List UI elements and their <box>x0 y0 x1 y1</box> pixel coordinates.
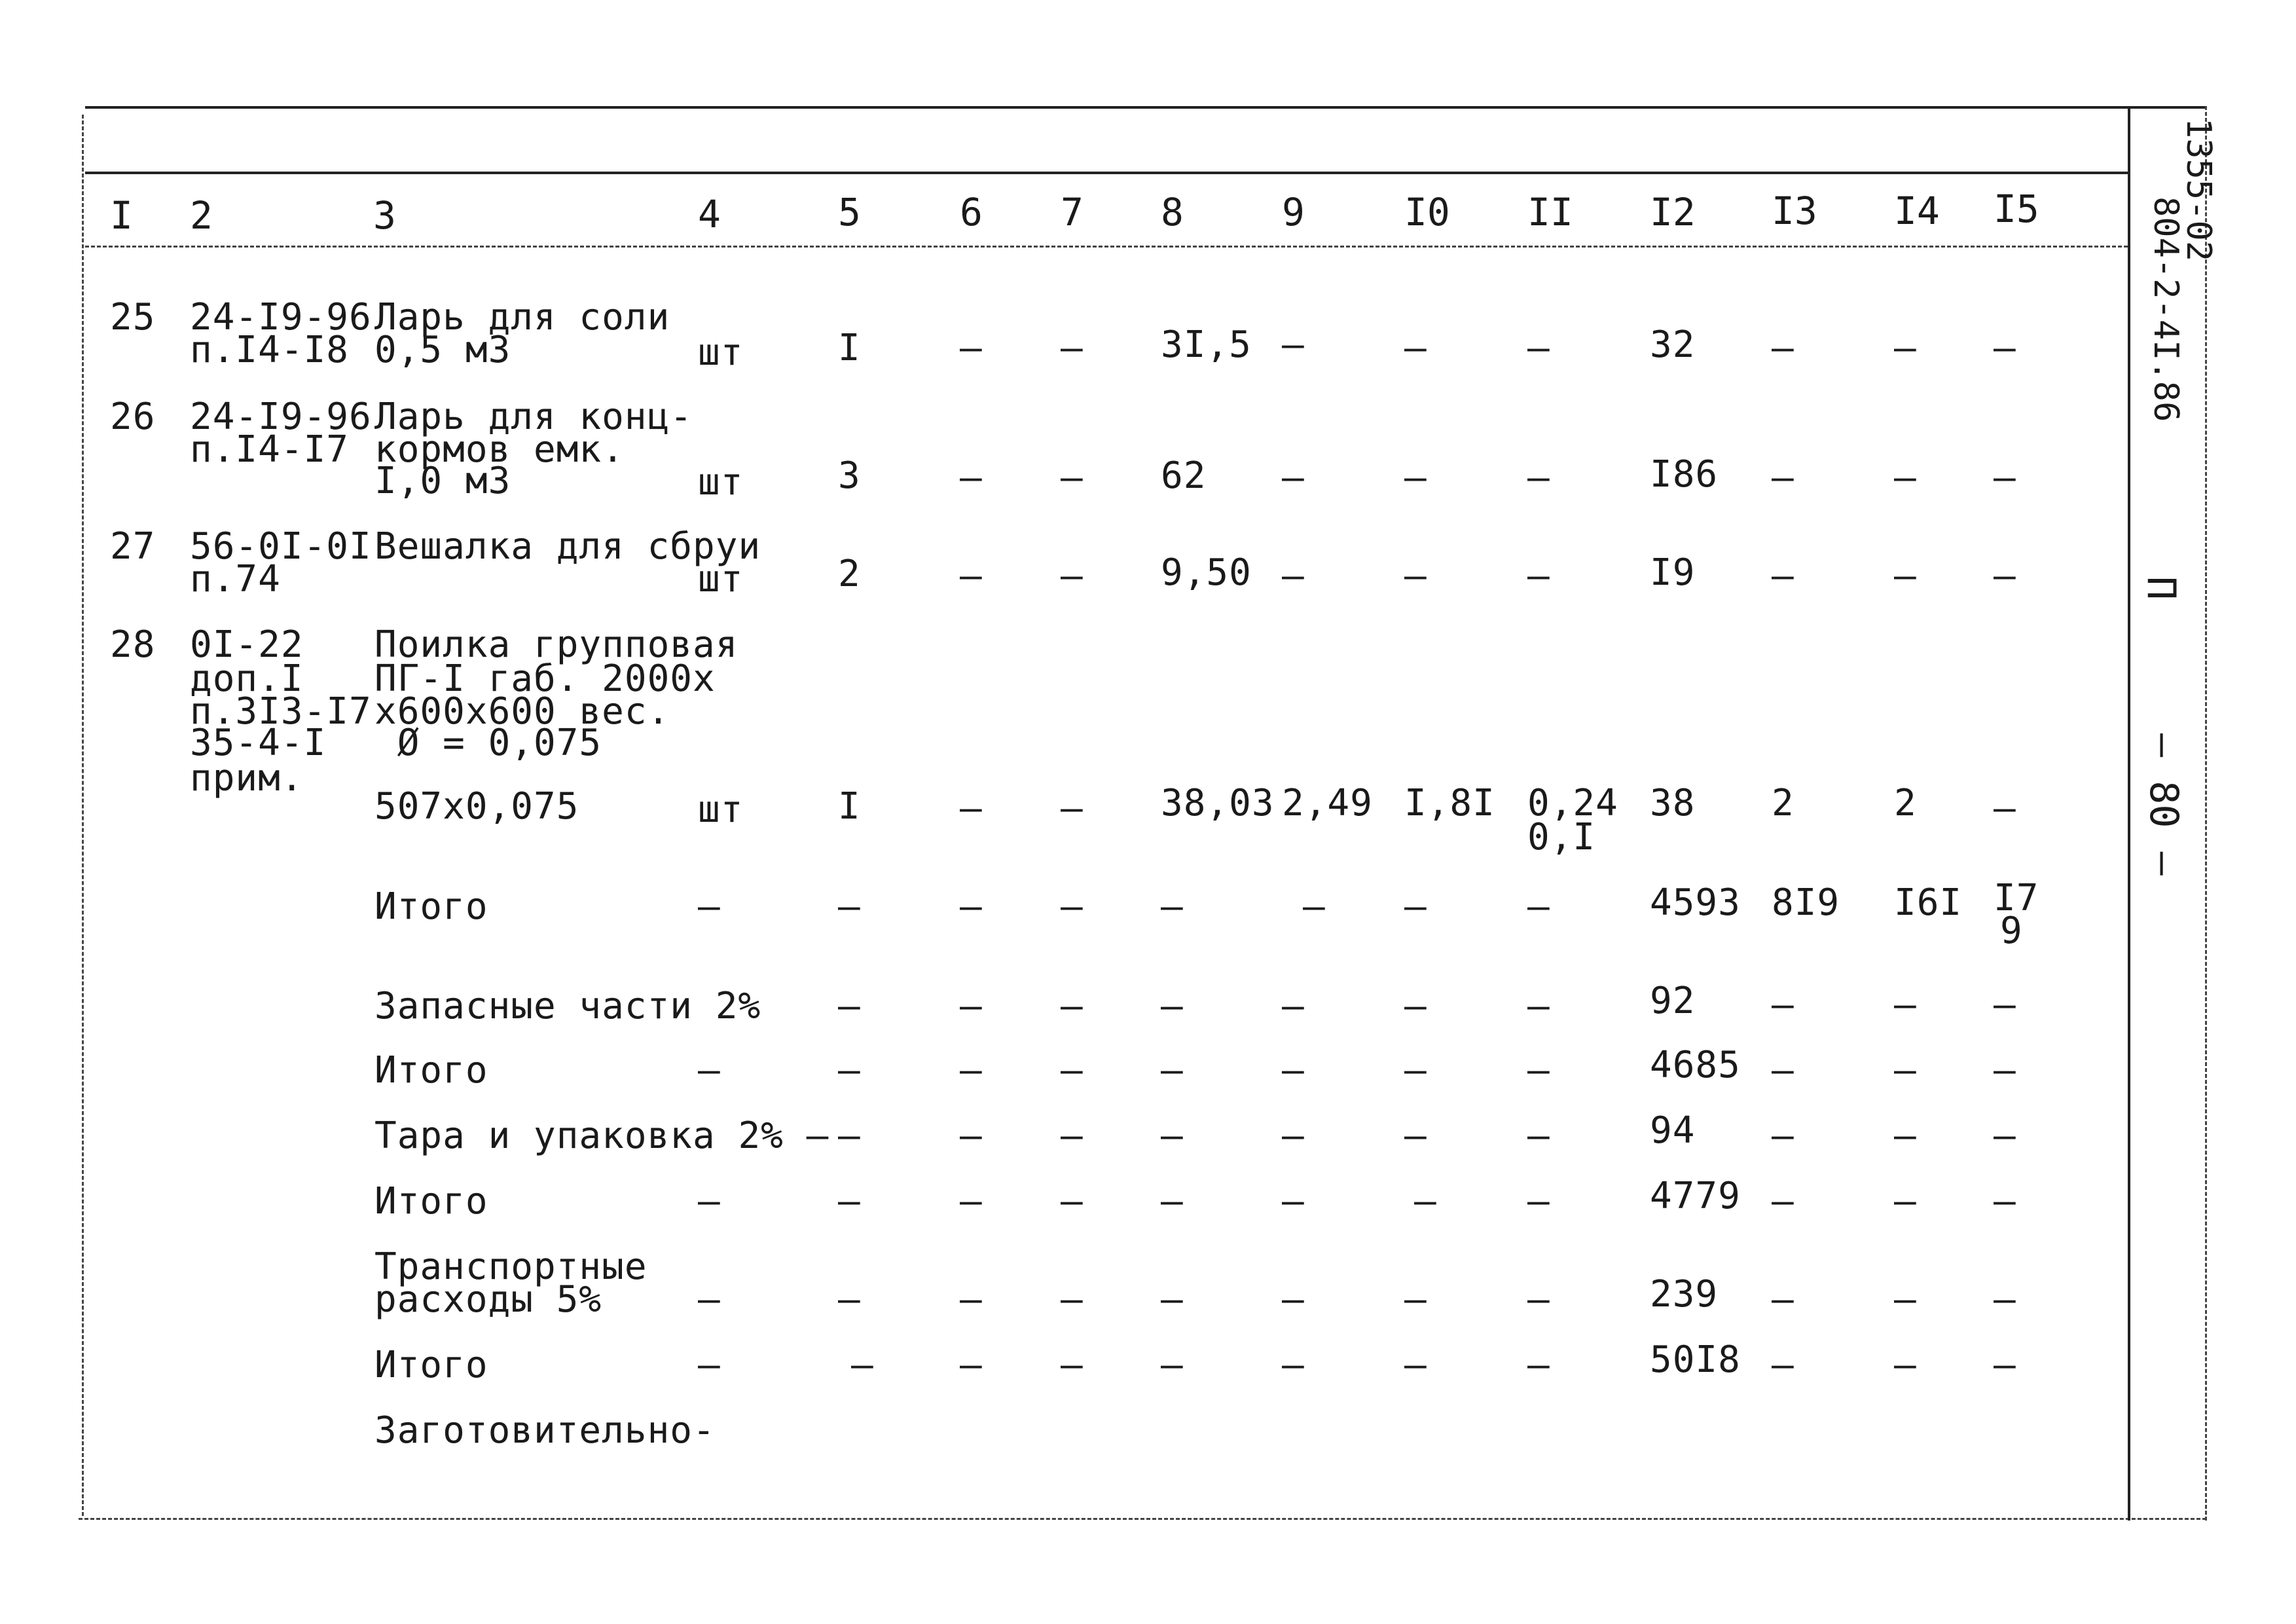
row-26-c8: 62 <box>1161 454 1207 497</box>
stamp-sheet-letter: П <box>2138 576 2184 600</box>
summary-7-c14: – <box>1894 1344 1917 1386</box>
stamp-page-number: — 80 — <box>2141 733 2187 876</box>
row-28-c15: – <box>1994 787 2016 830</box>
summary-6-c4: – <box>698 1278 721 1321</box>
summary-5-c7: – <box>1061 1180 1084 1223</box>
summary-3-c6: – <box>960 1049 983 1092</box>
table-bottom-border <box>79 1518 2206 1520</box>
row-27-code-line2: п.74 <box>190 558 281 600</box>
summary-6-c6: – <box>960 1278 983 1321</box>
row-25-c10: – <box>1404 327 1427 369</box>
row-28-number: 28 <box>110 623 156 666</box>
summary-4-c7: – <box>1061 1115 1084 1157</box>
summary-5-c8: – <box>1161 1180 1184 1223</box>
row-25-c7: – <box>1061 327 1084 369</box>
row-25-c6: – <box>960 327 983 369</box>
summary-5-c10: – <box>1414 1180 1437 1223</box>
row-25-c15: – <box>1994 327 2016 369</box>
summary-7-c15: – <box>1994 1344 2016 1386</box>
summary-4-c11: – <box>1527 1115 1550 1157</box>
summary-5-c6: – <box>960 1180 983 1223</box>
table-top-border <box>85 106 2206 109</box>
header-top-rule <box>85 172 2128 174</box>
row-25-c8: 3I,5 <box>1161 323 1252 366</box>
column-header-13: I3 <box>1772 189 1817 233</box>
row-26-c13: – <box>1772 456 1795 499</box>
summary-4-c13: – <box>1772 1115 1795 1157</box>
header-bottom-rule <box>85 246 2128 248</box>
row-28-code-line2: доп.I <box>190 657 304 700</box>
row-26-c11: – <box>1527 456 1550 499</box>
summary-1-c12: 4593 <box>1650 881 1741 924</box>
row-26-c12: I86 <box>1650 453 1719 496</box>
summary-5-c4: – <box>698 1180 721 1223</box>
row-28-code-line3: п.3I3-I7 <box>190 690 372 733</box>
summary-1-c5: – <box>838 885 861 928</box>
row-27-c10: – <box>1404 555 1427 597</box>
summary-3-c7: – <box>1061 1049 1084 1092</box>
summary-6-label-line1: Транспортные <box>374 1246 647 1288</box>
row-28-name-line3: х600х600 вес. <box>374 690 670 733</box>
row-28-name-line1: Поилка групповая <box>374 623 738 666</box>
summary-4-c6: – <box>960 1115 983 1157</box>
summary-7-label: Итого <box>374 1344 488 1386</box>
row-26-c6: – <box>960 456 983 499</box>
column-header-8: 8 <box>1161 190 1184 234</box>
row-28-name-line2: ПГ-I габ. 2000х <box>374 657 716 700</box>
row-28-c7: – <box>1061 787 1084 830</box>
summary-2-c14: – <box>1894 984 1917 1026</box>
row-26-c10: – <box>1404 456 1427 499</box>
row-27-unit: шт <box>698 558 744 600</box>
summary-2-c12: 92 <box>1650 980 1696 1022</box>
row-26-c7: – <box>1061 456 1084 499</box>
row-27-name-line1: Вешалка для сбруи <box>374 525 761 568</box>
row-25-name-line1: Ларь для соли <box>374 296 670 339</box>
summary-6-c8: – <box>1161 1278 1184 1321</box>
row-27-c12: I9 <box>1650 551 1696 594</box>
summary-6-c11: – <box>1527 1278 1550 1321</box>
summary-7-c12: 50I8 <box>1650 1338 1741 1381</box>
stamp-project-code: 804-2-4I.86 <box>2146 196 2185 422</box>
summary-1-c6: – <box>960 885 983 928</box>
row-28-qty: I <box>838 785 861 828</box>
column-header-2: 2 <box>190 193 213 238</box>
summary-6-c13: – <box>1772 1278 1795 1321</box>
summary-5-c15: – <box>1994 1180 2016 1223</box>
summary-4-c10: – <box>1404 1115 1427 1157</box>
summary-3-c4: – <box>698 1049 721 1092</box>
summary-2-c11: – <box>1527 985 1550 1027</box>
row-27-c8: 9,50 <box>1161 551 1252 594</box>
summary-1-c15: I7 <box>1994 877 2039 919</box>
summary-2-c8: – <box>1161 985 1184 1027</box>
row-25-c11: – <box>1527 327 1550 369</box>
row-26-c15: – <box>1994 456 2016 499</box>
summary-4-c5: – <box>838 1115 861 1157</box>
row-28-code-line1: 0I-22 <box>190 623 304 666</box>
row-28-c13: 2 <box>1772 782 1795 824</box>
summary-5-c9: – <box>1282 1180 1305 1223</box>
row-26-qty: 3 <box>838 454 861 497</box>
summary-7-c4: – <box>698 1344 721 1386</box>
row-25-c12: 32 <box>1650 323 1696 366</box>
stamp-registry-number: 1355-02 <box>2179 118 2218 262</box>
row-26-code-line2: п.I4-I7 <box>190 428 350 471</box>
row-28-code-line4: 35-4-I <box>190 722 327 764</box>
summary-6-c5: – <box>838 1278 861 1321</box>
row-26-name-line2: кормов емк. <box>374 428 625 471</box>
row-28-unit: шт <box>698 788 744 831</box>
summary-4-c8: – <box>1161 1115 1184 1157</box>
summary-3-c15: – <box>1994 1049 2016 1092</box>
summary-3-c9: – <box>1282 1049 1305 1092</box>
column-header-12: I2 <box>1650 190 1696 234</box>
column-header-9: 9 <box>1282 190 1305 234</box>
column-header-5: 5 <box>838 190 861 234</box>
summary-6-label-line2: расходы 5% <box>374 1278 602 1321</box>
row-28-c6: – <box>960 787 983 830</box>
row-25-c9: – <box>1282 323 1305 366</box>
summary-5-c14: – <box>1894 1180 1917 1223</box>
summary-5-c5: – <box>838 1180 861 1223</box>
summary-7-c13: – <box>1772 1344 1795 1386</box>
summary-3-label: Итого <box>374 1049 488 1092</box>
row-27-c9: – <box>1282 555 1305 597</box>
summary-3-c8: – <box>1161 1049 1184 1092</box>
summary-4-c15: – <box>1994 1115 2016 1157</box>
summary-2-c15: – <box>1994 984 2016 1026</box>
summary-1-c15-line2: 9 <box>2000 910 2023 952</box>
row-27-qty: 2 <box>838 553 861 595</box>
summary-2-c7: – <box>1061 985 1084 1027</box>
row-25-number: 25 <box>110 296 156 339</box>
summary-2-c5: – <box>838 985 861 1027</box>
row-25-code-line1: 24-I9-96 <box>190 296 372 339</box>
row-25-c14: – <box>1894 327 1917 369</box>
column-header-10: I0 <box>1404 190 1450 234</box>
row-28-c11-line2: 0,I <box>1527 816 1596 858</box>
summary-2-c10: – <box>1404 985 1427 1027</box>
summary-8-label: Заготовительно- <box>374 1409 716 1452</box>
column-header-6: 6 <box>960 190 983 234</box>
row-27-c14: – <box>1894 555 1917 597</box>
summary-4-c9: – <box>1282 1115 1305 1157</box>
summary-6-c9: – <box>1282 1278 1305 1321</box>
summary-7-c11: – <box>1527 1344 1550 1386</box>
row-25-name-line2: 0,5 м3 <box>374 329 511 371</box>
summary-2-label: Запасные части 2% <box>374 985 761 1027</box>
summary-7-c9: – <box>1282 1344 1305 1386</box>
row-27-number: 27 <box>110 525 156 568</box>
row-27-c13: – <box>1772 555 1795 597</box>
summary-5-c11: – <box>1527 1180 1550 1223</box>
row-26-name-line3: I,0 м3 <box>374 460 511 502</box>
row-28-c10: I,8I <box>1404 782 1495 824</box>
row-25-c13: – <box>1772 327 1795 369</box>
summary-7-c5: – <box>851 1344 874 1386</box>
summary-6-c15: – <box>1994 1278 2016 1321</box>
column-header-1: I <box>110 193 133 238</box>
summary-5-c13: – <box>1772 1180 1795 1223</box>
summary-3-c12: 4685 <box>1650 1044 1741 1086</box>
row-25-code-line2: п.I4-I8 <box>190 329 350 371</box>
summary-4-c14: – <box>1894 1115 1917 1157</box>
row-26-c9: – <box>1282 456 1305 499</box>
column-header-14: I4 <box>1894 189 1940 233</box>
summary-3-c11: – <box>1527 1049 1550 1092</box>
summary-1-c11: – <box>1527 885 1550 928</box>
summary-5-label: Итого <box>374 1180 488 1223</box>
row-28-c14: 2 <box>1894 782 1917 824</box>
column-header-11: II <box>1527 190 1573 234</box>
column-header-7: 7 <box>1061 190 1084 234</box>
summary-2-c13: – <box>1772 984 1795 1026</box>
summary-5-c12: 4779 <box>1650 1175 1741 1217</box>
summary-1-c13: 8I9 <box>1772 881 1840 924</box>
row-26-number: 26 <box>110 396 156 438</box>
stamp-divider <box>2128 106 2130 1521</box>
summary-7-c8: – <box>1161 1344 1184 1386</box>
row-26-c14: – <box>1894 456 1917 499</box>
row-25-unit: шт <box>698 331 744 374</box>
row-27-c11: – <box>1527 555 1550 597</box>
summary-2-c9: – <box>1282 985 1305 1027</box>
row-27-c15: – <box>1994 555 2016 597</box>
summary-6-c14: – <box>1894 1278 1917 1321</box>
column-header-15: I5 <box>1994 187 2039 231</box>
column-header-3: 3 <box>373 193 396 238</box>
summary-3-c13: – <box>1772 1049 1795 1092</box>
summary-1-c10: – <box>1404 885 1427 928</box>
row-27-c6: – <box>960 555 983 597</box>
summary-1-c14: I6I <box>1894 881 1963 924</box>
summary-1-label: Итого <box>374 885 488 928</box>
row-28-c11: 0,24 <box>1527 782 1618 824</box>
row-28-name-line4: Ø = 0,075 <box>374 722 602 764</box>
summary-1-c9: – <box>1303 885 1326 928</box>
summary-1-c8: – <box>1161 885 1184 928</box>
summary-1-c4: – <box>698 885 721 928</box>
row-26-code-line1: 24-I9-96 <box>190 396 372 438</box>
summary-4-label: Тара и упаковка 2% – <box>374 1115 829 1157</box>
summary-7-c6: – <box>960 1344 983 1386</box>
summary-3-c10: – <box>1404 1049 1427 1092</box>
summary-6-c12: 239 <box>1650 1273 1719 1316</box>
summary-3-c5: – <box>838 1049 861 1092</box>
row-26-name-line1: Ларь для конц- <box>374 396 693 438</box>
summary-7-c10: – <box>1404 1344 1427 1386</box>
row-28-name-line5: 507х0,075 <box>374 785 579 828</box>
summary-6-c7: – <box>1061 1278 1084 1321</box>
summary-1-c7: – <box>1061 885 1084 928</box>
table-right-border <box>2205 106 2207 1521</box>
summary-2-c6: – <box>960 985 983 1027</box>
row-28-c12: 38 <box>1650 782 1696 824</box>
column-header-4: 4 <box>698 192 721 236</box>
row-27-c7: – <box>1061 555 1084 597</box>
summary-4-c12: 94 <box>1650 1109 1696 1152</box>
row-27-code-line1: 56-0I-0I <box>190 525 372 568</box>
row-26-unit: шт <box>698 461 744 504</box>
row-28-c9: 2,49 <box>1282 782 1373 824</box>
row-28-c8: 38,03 <box>1161 782 1275 824</box>
row-28-code-line5: прим. <box>190 757 304 800</box>
table-left-border <box>82 115 84 1516</box>
summary-3-c14: – <box>1894 1049 1917 1092</box>
row-25-qty: I <box>838 327 861 369</box>
summary-6-c10: – <box>1404 1278 1427 1321</box>
summary-7-c7: – <box>1061 1344 1084 1386</box>
